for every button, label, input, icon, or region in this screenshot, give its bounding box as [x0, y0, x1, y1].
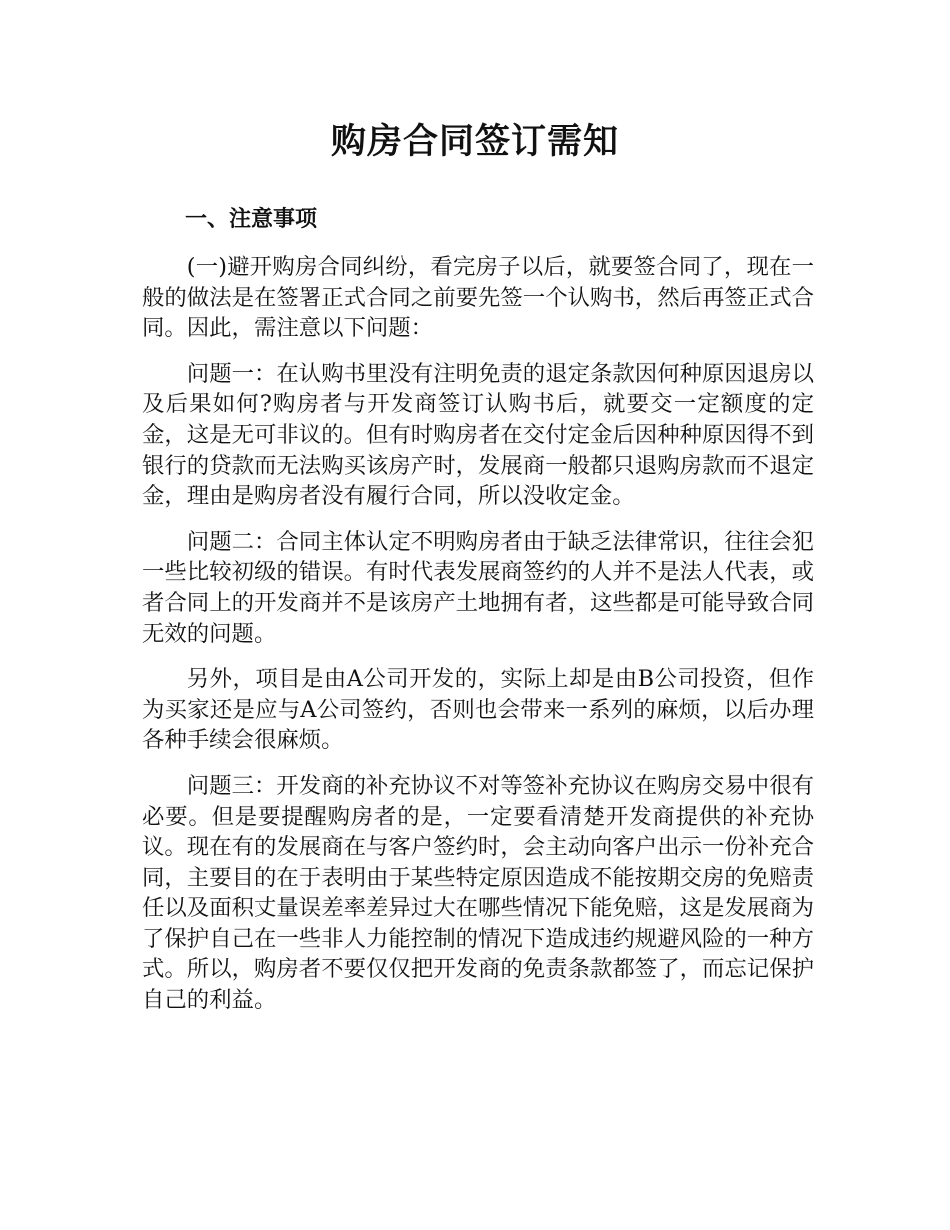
document-body — [142, 252, 814, 1031]
paragraph-issue-one: 问题一：在认购书里没有注明免责的退定条款因何种原因退房以及后果如何?购房者与开发商签订认购书后，就要交一定额度的定金，这是无可非议的。但有时购房者在交付定金后因种种原因得不到银行的贷款而无法购买该房产时，发展商一般都只退购房款而不退定金，理由是购房者没有履行合同，所以没收定金。 — [142, 360, 814, 510]
paragraph-additional: 另外，项目是由A公司开发的，实际上却是由B公司投资，但作为买家还是应与A公司签约，否则也会带来一系列的麻烦，以后办理各种手续会很麻烦。 — [142, 666, 814, 754]
section-heading: 一、注意事项 — [185, 207, 318, 232]
paragraph-issue-two: 问题二：合同主体认定不明购房者由于缺乏法律常识，往往会犯一些比较初级的错误。有时代表发展商签约的人并不是法人代表，或者合同上的开发商并不是该房产土地拥有者，这些都是可能导致合同无效的问题。 — [142, 528, 814, 647]
page-title: 购房合同签订需知 — [330, 122, 619, 162]
paragraph-issue-three: 问题三：开发商的补充协议不对等签补充协议在购房交易中很有必要。但是要提醒购房者的是，一定要看清楚开发商提供的补充协议。现在有的发展商在与客户签约时，会主动向客户出示一份补充合同，主要目的在于表明由于某些特定原因造成不能按期交房的免赔责任以及面积丈量误差率差异过大在哪些情况下能免赔，这是发展商为了保护自己在一些非人力能控制的情况下造成违约规避风险的一种方式。所以，购房者不要仅仅把开发商的免责条款都签了，而忘记保护自己的利益。 — [142, 772, 814, 1014]
paragraph-intro: (一)避开购房合同纠纷，看完房子以后，就要签合同了，现在一般的做法是在签署正式合同之前要先签一个认购书，然后再签正式合同。因此，需注意以下问题： — [142, 254, 814, 342]
